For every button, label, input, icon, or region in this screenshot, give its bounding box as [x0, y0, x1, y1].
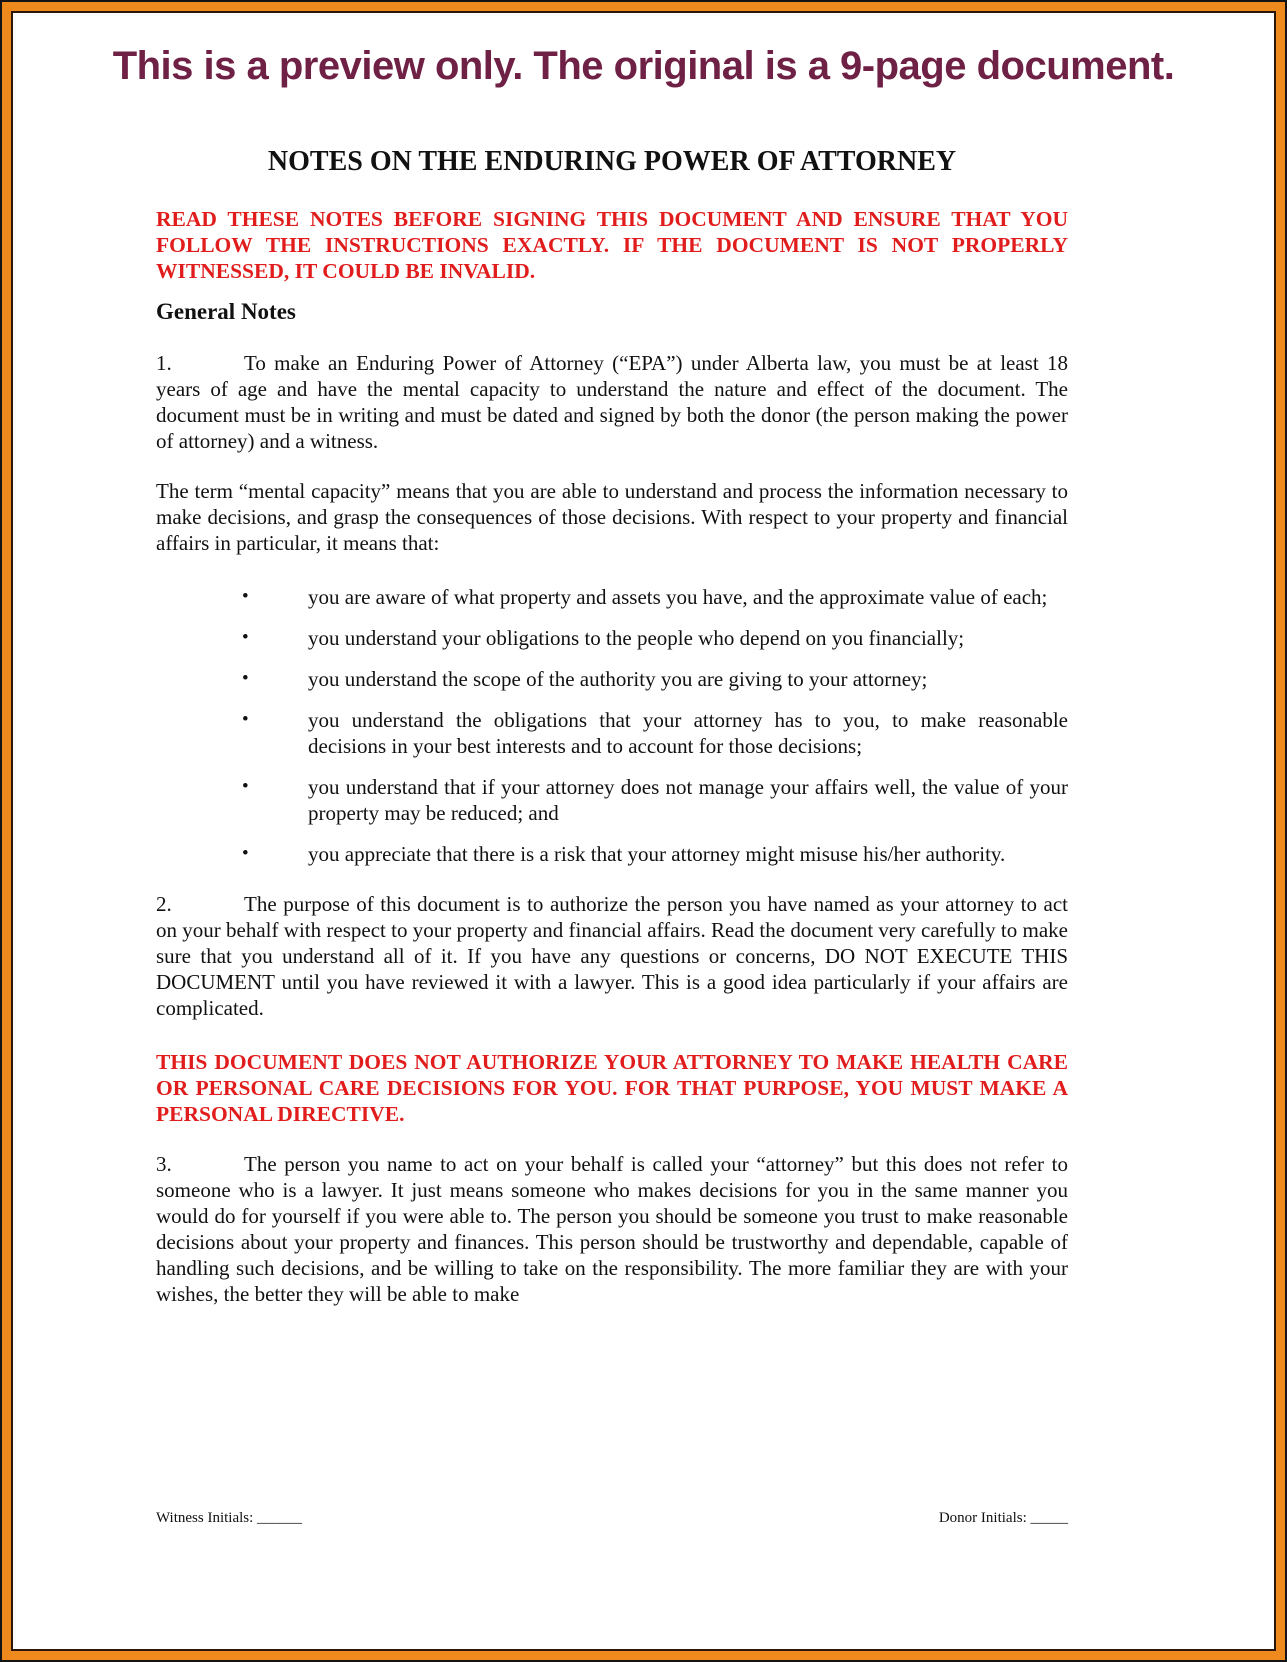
bullet-text: you are aware of what property and assets you have, and the approximate value of each;	[308, 585, 1048, 609]
paragraph-3-text: The person you name to act on your behalf is called your “attorney” but this does not refer to someone who is a lawyer. It just means someone who makes decisions for you in the same manner you would do for yourself if you were able to. The person you should be someone you trust to make reasonable decisions about your property and finances. This person should be trustworthy and dependable, capable of handling such decisions, and be willing to take on the responsibility. The more familiar they are with your wishes, the better they will be able to make	[156, 1152, 1068, 1306]
list-item	[242, 666, 1068, 692]
bullet-text: you understand the scope of the authority you are giving to your attorney;	[308, 667, 928, 691]
bullet-list	[156, 584, 1068, 867]
paragraph-1	[156, 350, 1068, 454]
warning-notice-top: READ THESE NOTES BEFORE SIGNING THIS DOCUMENT AND ENSURE THAT YOU FOLLOW THE INSTRUCTIONS EXACTLY. IF THE DOCUMENT IS NOT PROPERLY WITNESSED, IT COULD BE INVALID.	[156, 207, 1068, 283]
page-footer	[156, 1508, 1068, 1528]
paragraph-2	[156, 891, 1068, 1021]
paragraph-3	[156, 1151, 1068, 1307]
bullet-text: you understand that if your attorney does not manage your affairs well, the value of your property may be reduced; and	[308, 775, 1068, 825]
bullet-text: you understand your obligations to the people who depend on you financially;	[308, 626, 965, 650]
bullet-icon: •	[242, 843, 249, 864]
bullet-icon: •	[242, 709, 249, 730]
bullet-text: you appreciate that there is a risk that your attorney might misuse his/her authority.	[308, 842, 1006, 866]
list-item	[242, 774, 1068, 826]
paragraph-1-number: 1.	[156, 351, 172, 375]
document-body	[156, 0, 1068, 1307]
document-title: NOTES ON THE ENDURING POWER OF ATTORNEY	[267, 146, 957, 177]
list-item	[242, 584, 1068, 610]
bullet-icon: •	[242, 586, 249, 607]
bullet-icon: •	[242, 776, 249, 797]
donor-initials-label: Donor Initials: _____	[938, 1510, 1068, 1526]
list-item	[242, 707, 1068, 759]
warning-notice-personal-directive: THIS DOCUMENT DOES NOT AUTHORIZE YOUR ATTORNEY TO MAKE HEALTH CARE OR PERSONAL CARE DECISIONS FOR YOU. FOR THAT PURPOSE, YOU MUST MAKE A PERSONAL DIRECTIVE.	[156, 1050, 1068, 1126]
paragraph-2-text: The purpose of this document is to authorize the person you have named as your attorney to act on your behalf with respect to your property and financial affairs. Read the document very carefully to make sure that you understand all of it. If you have any questions or concerns, DO NOT EXECUTE THIS DOCUMENT until you have reviewed it with a lawyer. This is a good idea particularly if your affairs are complicated.	[156, 892, 1068, 1020]
paragraph-3-number: 3.	[156, 1152, 172, 1176]
preview-banner: This is a preview only. The original is a 9-page document.	[112, 44, 1175, 88]
paragraph-mental-capacity: The term “mental capacity” means that you are able to understand and process the information necessary to make decisions, and grasp the consequences of those decisions. With respect to your property and financial affairs in particular, it means that:	[156, 479, 1068, 555]
bullet-text: you understand the obligations that your attorney has to you, to make reasonable decisions in your best interests and to account for those decisions;	[308, 708, 1068, 758]
bullet-icon: •	[242, 627, 249, 648]
bullet-icon: •	[242, 668, 249, 689]
paragraph-2-number: 2.	[156, 892, 172, 916]
section-heading-general-notes: General Notes	[156, 299, 296, 324]
list-item	[242, 841, 1068, 867]
paragraph-1-text: To make an Enduring Power of Attorney (“EPA”) under Alberta law, you must be at least 18 years of age and have the mental capacity to understand the nature and effect of the document. The document must be in writing and must be dated and signed by both the donor (the person making the power of attorney) and a witness.	[156, 351, 1068, 453]
list-item	[242, 625, 1068, 651]
witness-initials-label: Witness Initials: ______	[156, 1510, 303, 1526]
